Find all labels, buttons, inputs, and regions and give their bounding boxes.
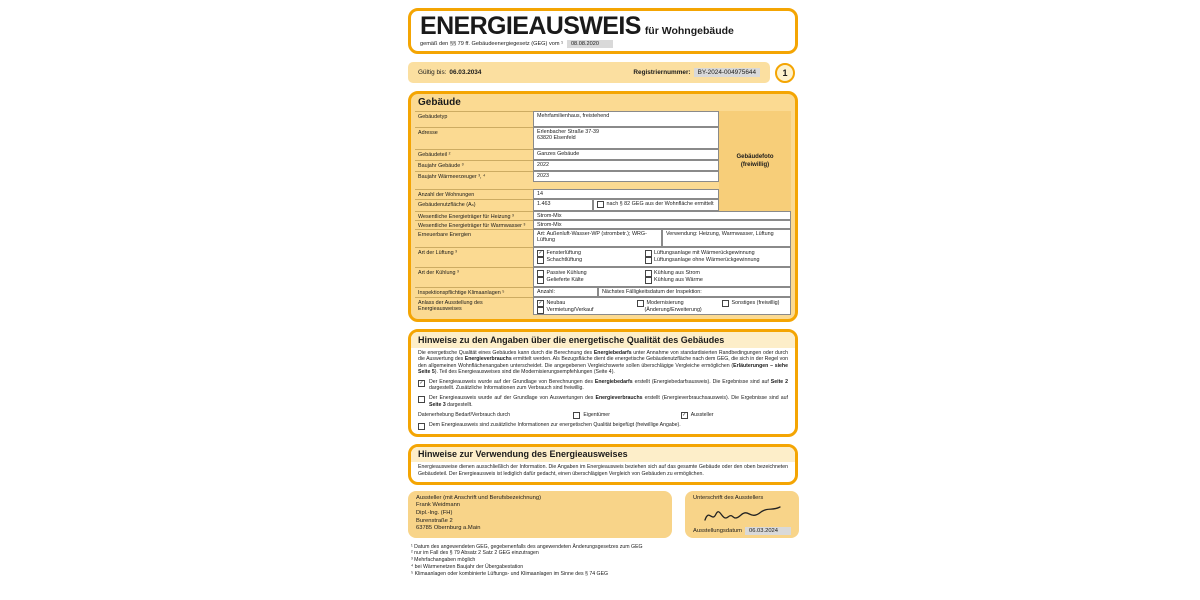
building-section-title: Gebäude: [418, 97, 461, 108]
quality-hints-body: [411, 348, 795, 434]
row-label: Gebäudenutzfläche (Aₙ): [415, 199, 533, 211]
footnote-4: ⁴ bei Wärmenetzen Baujahr der Übergabestation: [411, 563, 524, 570]
usage-hints-title: Hinweise zur Verwendung des Energieausweises: [411, 447, 795, 463]
table-row-renewables: [415, 229, 791, 247]
issue-reason-options-cell: [533, 297, 791, 315]
cooling-electric-checkbox[interactable]: [645, 270, 652, 277]
apartment-count-field[interactable]: 14: [533, 189, 719, 199]
building-table: [415, 111, 791, 315]
photo-label-line2: (freiwillig): [740, 161, 770, 168]
consumption-certificate-text: Der Energieausweis wurde auf der Grundlage von Auswertungen des Energieverbrauchs erstellt (Energieverbrauchsausweis). Die Ergebnisse sind auf Seite 3 dargestellt.: [429, 395, 788, 408]
row-label: Inspektionspflichtige Klimaanlagen ⁵: [415, 287, 533, 297]
footnote-2: ² nur im Fall des § 79 Absatz 2 Satz 2 GEG einzutragen: [411, 550, 539, 557]
building-photo-placeholder: [719, 111, 791, 211]
demand-certificate-text: Der Energieausweis wurde auf der Grundlage von Berechnungen des Energiebedarfs erstellt (Energiebedarfsausweis). Die Ergebnisse sind auf Seite 2 dargestellt. Zusätzliche Informationen zum Verbrauch sind freiwillig.: [429, 378, 788, 392]
row-label: Wesentliche Energieträger für Heizung ³: [415, 211, 533, 220]
issuer-signature-row: [408, 491, 798, 538]
footnote-3: ³ Mehrfachangaben möglich: [411, 557, 476, 564]
cooling-passive-checkbox[interactable]: [537, 270, 544, 277]
ventilation-options-cell: [533, 247, 791, 267]
quality-intro-paragraph: Die energetische Qualität eines Gebäudes kann durch die Berechnung des Energiebedarfs unter Annahme von standardisierten Randbedingungen oder durch die Auswertung des Energieverbrauchs ermittelt werden. Als Bezugsfläche dient die energetische Gebäudenutzfläche nach dem GEG, die sich in der Regel von den allgemeinen Wohnflächenangaben unterscheidet. Die angegebenen Vergleichswerte sollen überschlägige Vergleiche ermöglichen (Erläuterungen – siehe Seite 5). Teil des Energieausweises sind die Modernisierungsempfehlungen (Seite 4).: [418, 349, 789, 376]
issuer-name: Frank Weidmann: [416, 502, 461, 509]
address-line2: 63820 Elsenfeld: [537, 135, 576, 142]
ventilation-hrv-checkbox[interactable]: [645, 250, 652, 257]
row-label: Baujahr Gebäude ³: [415, 160, 533, 171]
extra-info-option: [418, 422, 788, 430]
page-subtitle: für Wohngebäude: [644, 25, 734, 37]
ventilation-no-hrv-checkbox[interactable]: [645, 257, 652, 264]
row-label: Erneuerbare Energien: [415, 229, 533, 247]
data-collection-label: Datenerhebung Bedarf/Verbrauch durch: [418, 412, 510, 419]
data-collection-owner: [573, 412, 680, 419]
owner-label: Eigentümer: [583, 412, 610, 419]
issue-date-row: [693, 527, 791, 535]
floor-area-method-cell: [593, 199, 719, 211]
address-line1: Erlenbacher Straße 37-39: [537, 129, 600, 135]
ventilation-window-checkbox[interactable]: ✓: [538, 249, 543, 256]
reason-other-checkbox[interactable]: [722, 300, 729, 307]
floor-area-field[interactable]: 1.463: [533, 199, 593, 211]
extra-info-text: Dem Energieausweis sind zusätzliche Informationen zur energetischen Qualität beigefügt (freiwillige Angabe).: [429, 421, 681, 428]
row-label: Gebäudetyp: [415, 111, 533, 127]
registration-label: Registriernummer:: [633, 69, 691, 76]
table-row-issue-reason: [415, 297, 791, 315]
validity-row: [408, 62, 798, 83]
address-field[interactable]: [533, 127, 719, 149]
signature-box: [685, 491, 799, 538]
issuer-label: Aussteller: [690, 412, 714, 419]
heating-energy-field[interactable]: Strom-Mix: [533, 211, 791, 220]
option-label: Sonstiges (freiwillig): [731, 299, 780, 306]
issue-reason-label-line1: Anlass der Ausstellung des: [418, 299, 483, 306]
consumption-certificate-checkbox[interactable]: [418, 396, 425, 403]
option-label: Kühlung aus Strom: [654, 269, 700, 276]
issuer-city: 63785 Obernburg a.Main: [416, 525, 481, 532]
option-label: Fensterlüftung: [546, 249, 581, 256]
renewables-usage-field[interactable]: Verwendung: Heizung, Warmwasser, Lüftung: [662, 229, 791, 247]
option-label: Passive Kühlung: [546, 269, 587, 276]
valid-until-date: 06.03.2034: [449, 69, 482, 76]
row-label: Gebäudeteil ²: [415, 149, 533, 160]
row-label: Art der Kühlung ³: [415, 267, 533, 287]
law-reference-text: gemäß den §§ 79 ff. Gebäudeenergiegesetz (GEG) vom ¹: [420, 41, 563, 47]
owner-checkbox[interactable]: [573, 412, 580, 419]
header-box: [408, 8, 798, 54]
ventilation-shaft-checkbox[interactable]: [537, 257, 544, 264]
option-label-line2: (Änderung/Erweiterung): [644, 306, 702, 313]
table-row-heating-energy: [415, 211, 791, 220]
table-row-ventilation: [415, 247, 791, 267]
energy-certificate-page: [408, 8, 798, 577]
floor-area-method-label: nach § 82 GEG aus der Wohnfläche ermittelt: [606, 201, 714, 207]
issuer-street: Burenstraße 2: [416, 517, 453, 524]
row-label: Adresse: [415, 127, 533, 149]
option-label: Lüftungsanlage mit Wärmerückgewinnung: [654, 249, 755, 256]
issue-date-label: Ausstellungsdatum: [693, 527, 742, 534]
page-number-badge: 1: [775, 63, 795, 83]
row-label: Wesentliche Energieträger für Warmwasser ³: [415, 220, 533, 229]
demand-certificate-checkbox[interactable]: ✓: [419, 379, 424, 386]
photo-label-line1: Gebäudefoto: [736, 153, 774, 160]
row-label: [415, 297, 533, 315]
option-label: Gelieferte Kälte: [546, 277, 584, 284]
law-reference-row: [420, 40, 786, 48]
data-collection-issuer: [681, 412, 788, 419]
ac-count-field[interactable]: Anzahl:: [533, 287, 598, 297]
usage-hints-section: [408, 444, 798, 485]
hotwater-energy-field[interactable]: Strom-Mix: [533, 220, 791, 229]
option-label: Vermietung/Verkauf: [546, 306, 594, 313]
usage-hints-body: Energieausweise dienen ausschließlich der Information. Die Angaben im Energieausweis beziehen sich auf das gesamte Gebäude oder den oben bezeichneten Gebäudeteil. Der Energieausweis ist lediglich dafür gedacht, einen überschlägigen Vergleich von Gebäuden zu ermöglichen.: [418, 464, 788, 478]
footnote-5: ⁵ Klimaanlagen oder kombinierte Lüftungs- und Klimaanlagen im Sinne des § 74 GEG: [411, 570, 609, 577]
row-label: Art der Lüftung ³: [415, 247, 533, 267]
ac-due-date-field[interactable]: Nächstes Fälligkeitsdatum der Inspektion:: [598, 287, 791, 297]
registration: [633, 68, 760, 77]
quality-hints-title: Hinweise zu den Angaben über die energetische Qualität des Gebäudes: [411, 332, 795, 348]
reason-modernization-checkbox[interactable]: [637, 300, 644, 307]
cooling-heat-checkbox[interactable]: [645, 277, 652, 284]
consumption-certificate-option: [418, 395, 788, 408]
signature-label: Unterschrift des Ausstellers: [693, 494, 764, 501]
data-collection-row: [418, 412, 788, 419]
issuer-box: [408, 491, 672, 538]
valid-until-label: Gültig bis:: [418, 69, 447, 76]
geg-date-field[interactable]: 08.08.2020: [567, 40, 613, 48]
table-row-ac-inspection: [415, 287, 791, 297]
floor-area-method-checkbox[interactable]: [597, 201, 604, 208]
row-label: Baujahr Wärmeerzeuger ³, ⁴: [415, 171, 533, 182]
construction-year-field[interactable]: 2022: [533, 160, 719, 171]
renewables-type-field[interactable]: Art: Außenluft-Wasser-WP (strombetr.); WRG-Lüftung: [533, 229, 662, 247]
building-part-field[interactable]: Ganzes Gebäude: [533, 149, 719, 160]
issue-reason-label-line2: Energieausweises: [418, 305, 462, 312]
option-label: Modernisierung: [646, 299, 684, 306]
option-label: Lüftungsanlage ohne Wärmerückgewinnung: [654, 257, 760, 264]
footnotes: [408, 544, 798, 578]
row-label: Anzahl der Wohnungen: [415, 189, 533, 199]
title-row: [420, 13, 786, 39]
option-label: Kühlung aus Wärme: [654, 277, 703, 284]
registration-number-field[interactable]: BY-2024-004975644: [694, 68, 760, 77]
extra-info-checkbox[interactable]: [418, 423, 425, 430]
issuer-label: Aussteller (mit Anschrift und Berufsbezeichnung): [416, 494, 542, 501]
quality-hints-section: [408, 329, 798, 437]
table-row-hotwater-energy: [415, 220, 791, 229]
issuer-title: Dipl.-Ing. (FH): [416, 509, 453, 516]
validity-bar: [408, 62, 770, 83]
option-label: Schachtlüftung: [546, 257, 583, 264]
reason-newbuild-checkbox[interactable]: ✓: [538, 299, 543, 306]
reason-rental-sale-checkbox[interactable]: [537, 307, 544, 314]
option-label: Neubau: [546, 299, 566, 306]
heater-year-field[interactable]: 2023: [533, 171, 719, 182]
signature-icon: [697, 501, 787, 527]
building-section: [408, 91, 798, 322]
building-type-field[interactable]: Mehrfamilienhaus, freistehend: [533, 111, 719, 127]
issue-date-field[interactable]: 06.03.2024: [745, 527, 791, 535]
issuer-checkbox[interactable]: ✓: [682, 411, 687, 418]
demand-certificate-option: [418, 379, 788, 392]
cooling-options-cell: [533, 267, 791, 287]
cooling-delivered-checkbox[interactable]: [537, 277, 544, 284]
table-row-cooling: [415, 267, 791, 287]
page-title: ENERGIEAUSWEIS: [420, 12, 641, 40]
valid-until: [418, 69, 481, 76]
footnote-1: ¹ Datum des angewendeten GEG, gegebenenfalls des angewendeten Änderungsgesetzes zum GEG: [411, 543, 643, 550]
